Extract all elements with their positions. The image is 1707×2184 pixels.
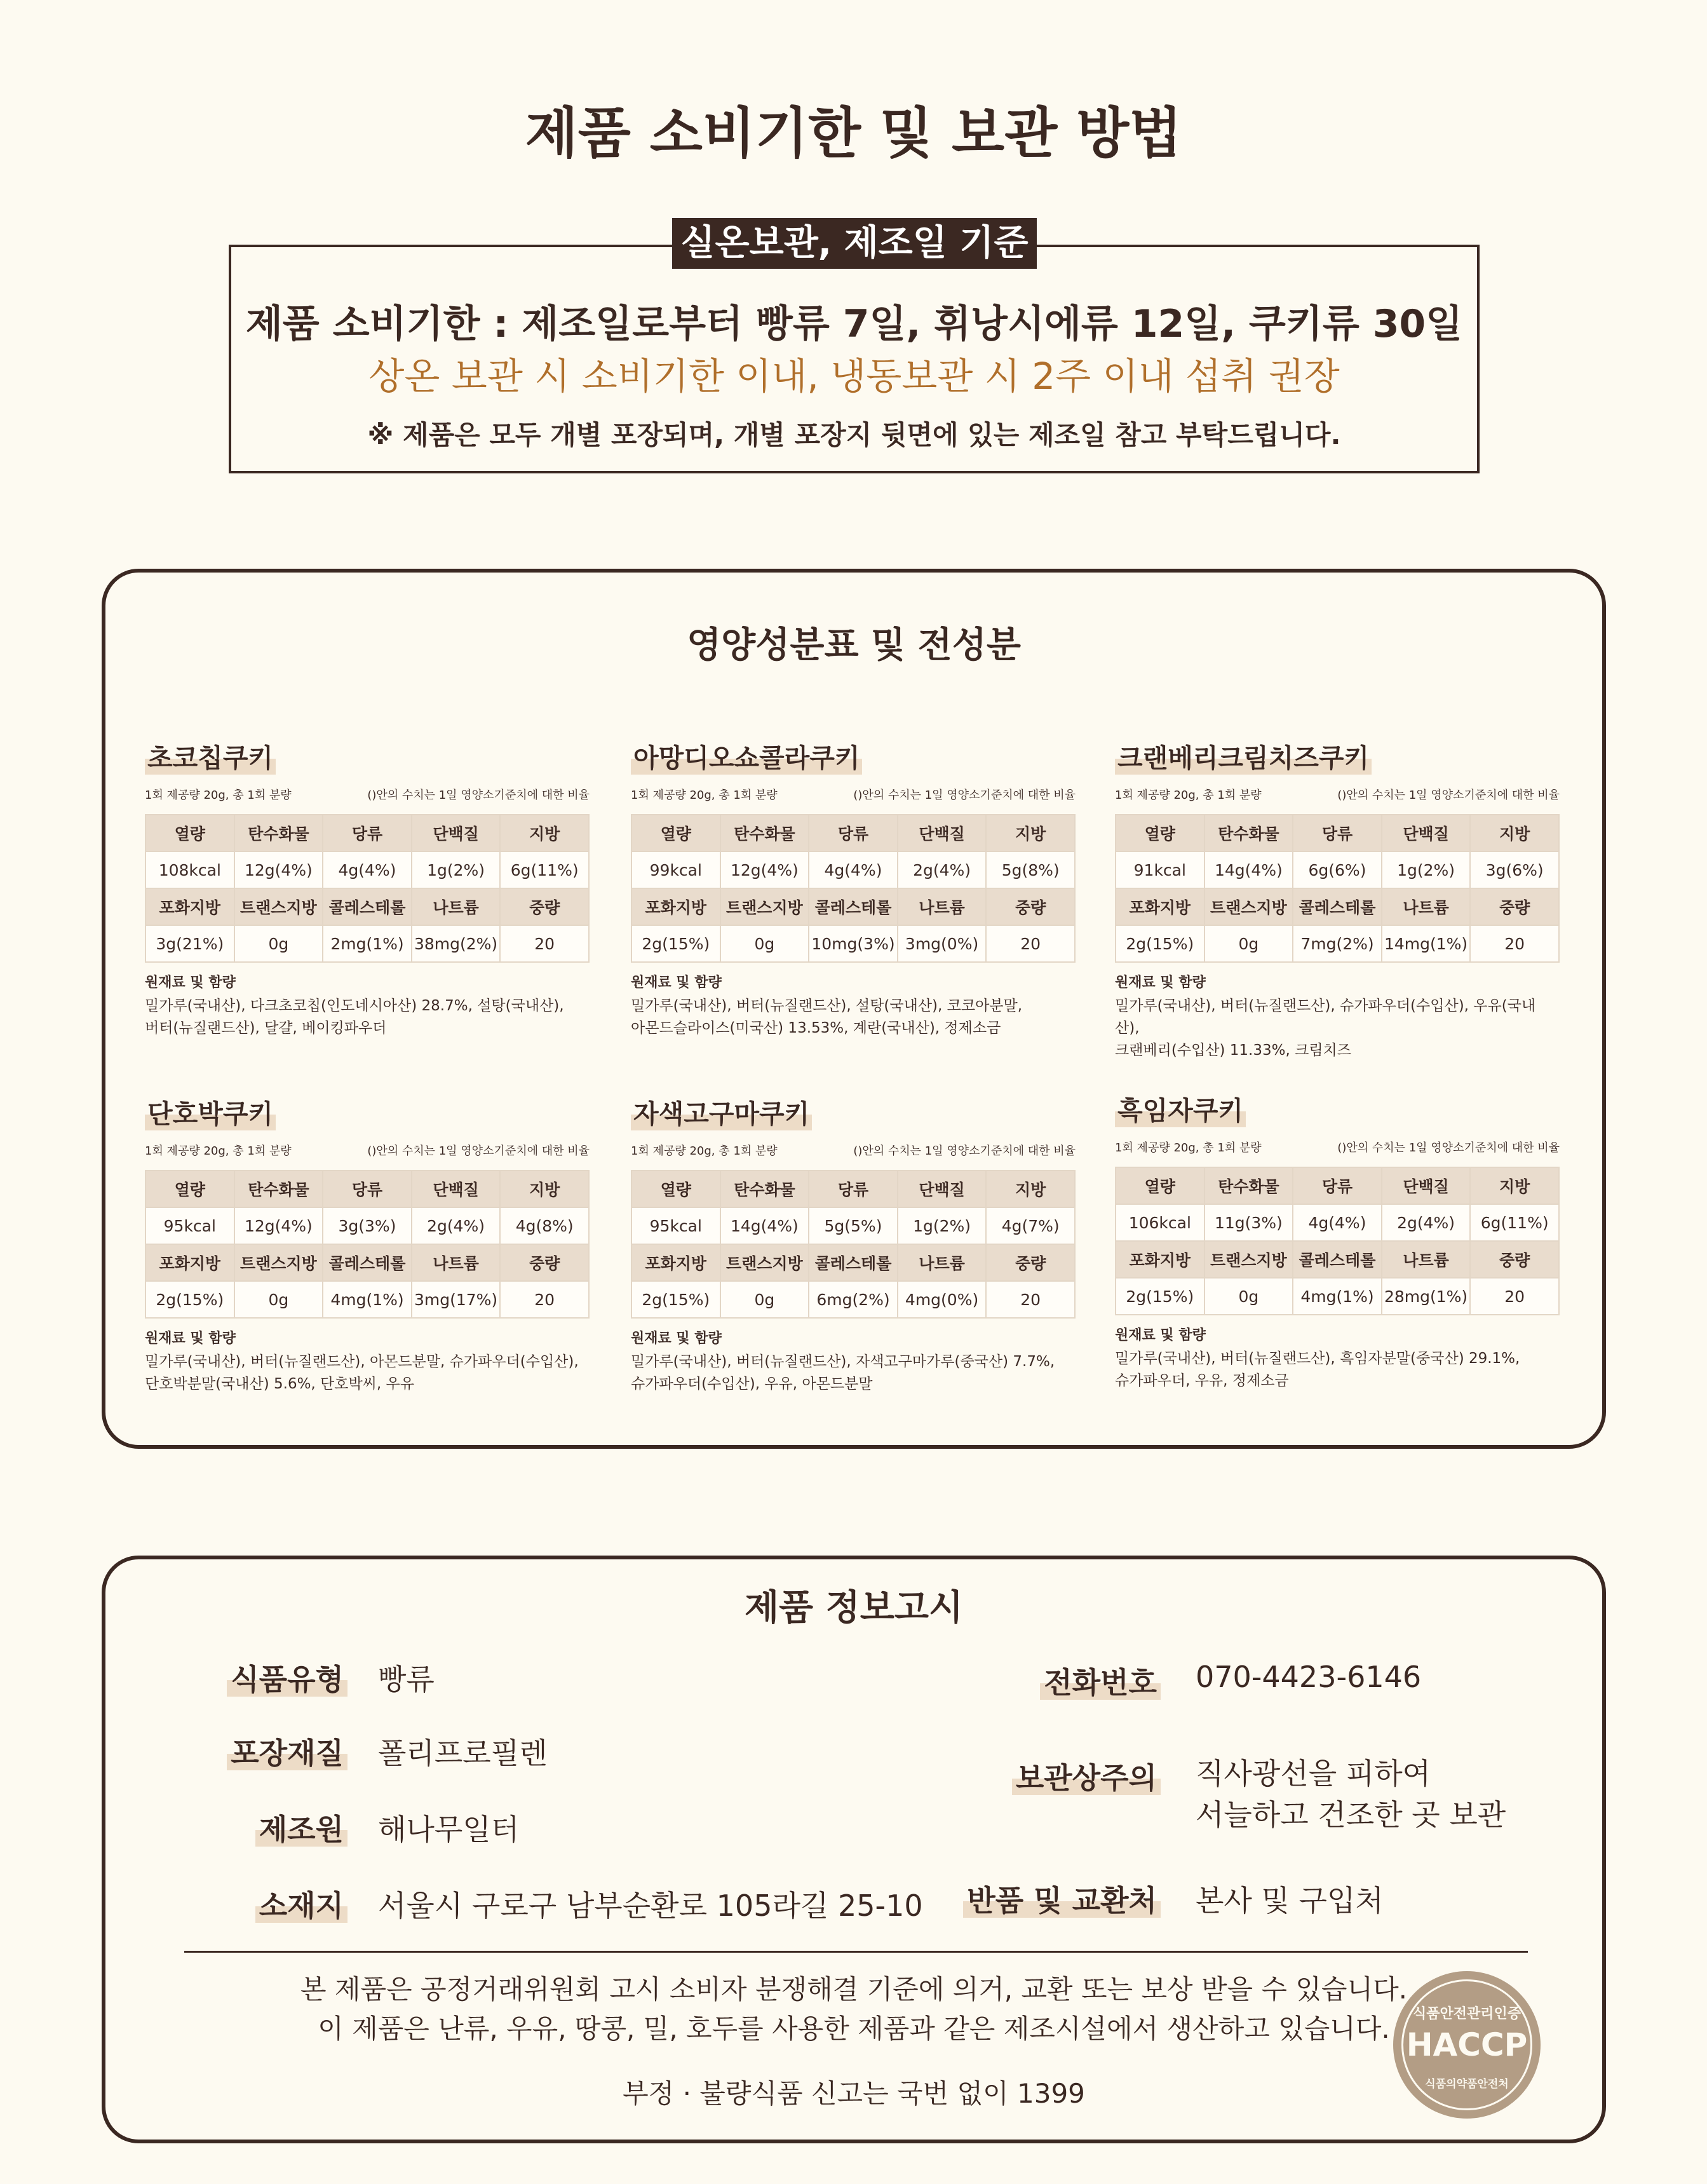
ingredients-line-1: 밀가루(국내산), 버터(뉴질랜드산), 자색고구마가루(중국산) 7.7%, (631, 1353, 1055, 1370)
table-header-cell: 단백질 (898, 1170, 987, 1207)
table-cell: 4g(4%) (1293, 1204, 1382, 1241)
ratio-note: ()안의 수치는 1일 영양소기준치에 대한 비율 (853, 1144, 1076, 1158)
table-header-cell: 트랜스지방 (1204, 1241, 1293, 1278)
table-cell: 4mg(1%) (323, 1281, 412, 1318)
ratio-note: ()안의 수치는 1일 영양소기준치에 대한 비율 (367, 789, 590, 802)
table-cell: 3g(21%) (145, 925, 234, 962)
table-cell: 2g(15%) (631, 925, 720, 962)
table-cell: 3g(3%) (323, 1207, 412, 1244)
packaging-label: 포장재질 (227, 1736, 347, 1770)
product-name: 자색고구마쿠키 (631, 1093, 812, 1130)
table-header-cell: 단백질 (1382, 815, 1471, 851)
table-row (145, 1207, 589, 1244)
product-card (145, 1093, 590, 1395)
table-cell: 1g(2%) (412, 851, 501, 888)
table-row (145, 851, 589, 888)
address-value: 서울시 구로구 남부순환로 105라길 25-10 (378, 1889, 923, 1923)
phone-label: 전화번호 (1040, 1665, 1161, 1700)
caution-value-line1: 직사광선을 피하여 (1196, 1756, 1431, 1791)
table-cell: 2g(4%) (898, 851, 987, 888)
product-name: 아망디오쇼콜라쿠키 (631, 737, 862, 775)
table-header-cell: 중량 (500, 888, 589, 925)
table-header-cell: 콜레스테롤 (809, 1244, 898, 1281)
table-cell: 2g(15%) (145, 1281, 234, 1318)
haccp-top-text: 식품안전관리인증 (1412, 2006, 1521, 2022)
allergen-notice: 이 제품은 난류, 우유, 땅콩, 밀, 호두를 사용한 제품과 같은 제조시설에서 생산하고 있습니다. (318, 2013, 1390, 2044)
table-cell: 2g(4%) (1382, 1204, 1471, 1241)
table-cell: 20 (1470, 1278, 1559, 1315)
table-cell: 38mg(2%) (412, 925, 501, 962)
table-row (1116, 1204, 1559, 1241)
table-cell: 91kcal (1116, 851, 1204, 888)
report-notice: 부정 · 불량식품 신고는 국번 없이 1399 (623, 2078, 1085, 2109)
serving-size: 1회 제공량 20g, 총 1회 분량 (1115, 789, 1262, 802)
return-label: 반품 및 교환처 (963, 1883, 1161, 1918)
table-cell: 2g(15%) (1116, 925, 1204, 962)
table-header-cell: 콜레스테롤 (1293, 888, 1382, 925)
table-header-cell: 중량 (1470, 888, 1559, 925)
table-header-cell: 나트륨 (898, 1244, 987, 1281)
table-header-cell: 탄수화물 (1204, 815, 1293, 851)
table-header-cell: 탄수화물 (234, 815, 323, 851)
table-header-row (145, 1244, 589, 1281)
table-cell: 95kcal (145, 1207, 234, 1244)
table-row (145, 1281, 589, 1318)
nutrition-table (1115, 1167, 1560, 1315)
ingredients-line-1: 밀가루(국내산), 버터(뉴질랜드산), 흑임자분말(중국산) 29.1%, (1115, 1350, 1520, 1367)
table-header-cell: 열량 (631, 1170, 720, 1207)
ingredients-title: 원재료 및 함량 (1115, 975, 1206, 991)
table-header-cell: 당류 (323, 1170, 412, 1207)
table-cell: 28mg(1%) (1382, 1278, 1471, 1315)
table-row (631, 1281, 1075, 1318)
ingredients-line-2: 슈가파우더, 우유, 정제소금 (1115, 1373, 1289, 1389)
nutrition-title: 영양성분표 및 전성분 (687, 625, 1021, 666)
table-row (631, 851, 1075, 888)
table-header-cell: 나트륨 (898, 888, 987, 925)
table-header-cell: 콜레스테롤 (323, 888, 412, 925)
table-header-cell: 단백질 (412, 1170, 501, 1207)
table-row (631, 925, 1075, 962)
ingredients-line-2: 크랜베리(수입산) 11.33%, 크림치즈 (1115, 1042, 1351, 1059)
storage-tag: 실온보관, 제조일 기준 (672, 218, 1037, 269)
table-cell: 1g(2%) (1382, 851, 1471, 888)
table-cell: 4g(4%) (323, 851, 412, 888)
serving-size: 1회 제공량 20g, 총 1회 분량 (145, 789, 292, 802)
table-cell: 14g(4%) (1204, 851, 1293, 888)
table-header-cell: 포화지방 (631, 888, 720, 925)
table-cell: 3mg(17%) (412, 1281, 501, 1318)
table-header-row (1116, 888, 1559, 925)
table-header-cell: 트랜스지방 (720, 1244, 809, 1281)
table-cell: 6g(6%) (1293, 851, 1382, 888)
table-row (631, 1207, 1075, 1244)
table-header-cell: 중량 (500, 1244, 589, 1281)
caution-label: 보관상주의 (1012, 1761, 1161, 1795)
table-header-row (631, 815, 1075, 851)
table-header-cell: 당류 (809, 1170, 898, 1207)
table-cell: 12g(4%) (720, 851, 809, 888)
table-cell: 5g(8%) (986, 851, 1075, 888)
nutrition-table (631, 1170, 1076, 1319)
nutrition-table (145, 814, 590, 963)
table-header-cell: 지방 (986, 815, 1075, 851)
table-header-cell: 트랜스지방 (234, 888, 323, 925)
table-cell: 20 (500, 1281, 589, 1318)
table-cell: 10mg(3%) (809, 925, 898, 962)
table-header-cell: 나트륨 (412, 888, 501, 925)
dispute-notice: 본 제품은 공정거래위원회 고시 소비자 분쟁해결 기준에 의거, 교환 또는 보상 받을 수 있습니다. (300, 1974, 1407, 2005)
table-cell: 20 (986, 1281, 1075, 1318)
table-header-cell: 탄수화물 (720, 1170, 809, 1207)
table-cell: 4g(7%) (986, 1207, 1075, 1244)
table-header-cell: 당류 (1293, 815, 1382, 851)
caution-value-line2: 서늘하고 건조한 곳 보관 (1196, 1798, 1506, 1832)
table-cell: 0g (720, 925, 809, 962)
ingredients-line-1: 밀가루(국내산), 다크초코칩(인도네시아산) 28.7%, 설탕(국내산), (145, 998, 564, 1014)
table-header-cell: 트랜스지방 (720, 888, 809, 925)
table-header-cell: 단백질 (412, 815, 501, 851)
table-header-cell: 포화지방 (145, 888, 234, 925)
ingredients-line-2: 아몬드슬라이스(미국산) 13.53%, 계란(국내산), 정제소금 (631, 1020, 1001, 1036)
table-cell: 6g(11%) (1470, 1204, 1559, 1241)
haccp-bottom-text: 식품의약품안전처 (1425, 2078, 1509, 2091)
table-header-row (1116, 1241, 1559, 1278)
table-cell: 0g (234, 925, 323, 962)
ingredients-title: 원재료 및 함량 (145, 975, 236, 991)
table-cell: 2mg(1%) (323, 925, 412, 962)
haccp-mark: HACCP (1406, 2026, 1528, 2063)
info-title: 제품 정보고시 (744, 1587, 964, 1629)
table-header-cell: 포화지방 (1116, 1241, 1204, 1278)
table-header-row (1116, 1167, 1559, 1204)
table-header-cell: 단백질 (898, 815, 987, 851)
ingredients-line-2: 버터(뉴질랜드산), 달걀, 베이킹파우더 (145, 1020, 387, 1036)
product-card (631, 737, 1076, 1040)
haccp-badge-ring (1401, 1979, 1532, 2110)
table-cell: 6mg(2%) (809, 1281, 898, 1318)
ratio-note: ()안의 수치는 1일 영양소기준치에 대한 비율 (1337, 789, 1560, 802)
table-row (1116, 925, 1559, 962)
ingredients-line-2: 슈가파우더(수입산), 우유, 아몬드분말 (631, 1376, 873, 1392)
phone-value: 070-4423-6146 (1196, 1660, 1422, 1694)
product-name: 단호박쿠키 (145, 1093, 276, 1130)
table-cell: 0g (720, 1281, 809, 1318)
table-cell: 20 (986, 925, 1075, 962)
table-header-cell: 트랜스지방 (1204, 888, 1293, 925)
table-header-cell: 지방 (500, 815, 589, 851)
table-cell: 20 (1470, 925, 1559, 962)
product-info-panel (102, 1556, 1606, 2143)
table-header-cell: 탄수화물 (1204, 1167, 1293, 1204)
serving-size: 1회 제공량 20g, 총 1회 분량 (1115, 1141, 1262, 1155)
table-header-row (145, 1170, 589, 1207)
table-cell: 5g(5%) (809, 1207, 898, 1244)
table-cell: 12g(4%) (234, 1207, 323, 1244)
table-cell: 14g(4%) (720, 1207, 809, 1244)
table-header-cell: 중량 (1470, 1241, 1559, 1278)
table-cell: 0g (1204, 1278, 1293, 1315)
table-header-cell: 포화지방 (1116, 888, 1204, 925)
storage-recommendation: 상온 보관 시 소비기한 이내, 냉동보관 시 2주 이내 섭취 권장 (368, 355, 1340, 398)
ratio-note: ()안의 수치는 1일 영양소기준치에 대한 비율 (853, 789, 1076, 802)
table-cell: 6g(11%) (500, 851, 589, 888)
table-header-row (145, 815, 589, 851)
table-header-cell: 나트륨 (1382, 888, 1471, 925)
address-label: 소재지 (255, 1889, 347, 1923)
ingredients-line-1: 밀가루(국내산), 버터(뉴질랜드산), 아몬드분말, 슈가파우더(수입산), (145, 1353, 579, 1370)
table-header-cell: 지방 (500, 1170, 589, 1207)
product-card (145, 737, 590, 1040)
table-header-cell: 당류 (1293, 1167, 1382, 1204)
table-cell: 2g(4%) (412, 1207, 501, 1244)
nutrition-table (631, 814, 1076, 963)
ingredients-line-1: 밀가루(국내산), 버터(뉴질랜드산), 설탕(국내산), 코코아분말, (631, 998, 1023, 1014)
table-cell: 99kcal (631, 851, 720, 888)
serving-size: 1회 제공량 20g, 총 1회 분량 (631, 789, 778, 802)
table-cell: 4g(8%) (500, 1207, 589, 1244)
table-header-cell: 콜레스테롤 (323, 1244, 412, 1281)
table-cell: 0g (234, 1281, 323, 1318)
page-title: 제품 소비기한 및 보관 방법 (525, 102, 1182, 165)
table-header-cell: 열량 (631, 815, 720, 851)
table-header-cell: 지방 (1470, 815, 1559, 851)
shelf-life-text: 제품 소비기한 : 제조일로부터 빵류 7일, 휘낭시에류 12일, 쿠키류 30일 (245, 302, 1463, 346)
table-header-cell: 트랜스지방 (234, 1244, 323, 1281)
table-header-cell: 열량 (145, 815, 234, 851)
nutrition-table (1115, 814, 1560, 963)
product-card (1115, 737, 1560, 1062)
packaging-note: ※ 제품은 모두 개별 포장되며, 개별 포장지 뒷면에 있는 제조일 참고 부탁드립니다. (367, 419, 1341, 451)
table-row (145, 925, 589, 962)
table-cell: 2g(15%) (1116, 1278, 1204, 1315)
table-cell: 4mg(1%) (1293, 1278, 1382, 1315)
table-cell: 0g (1204, 925, 1293, 962)
table-header-cell: 열량 (145, 1170, 234, 1207)
table-header-cell: 나트륨 (1382, 1241, 1471, 1278)
table-header-cell: 포화지방 (145, 1244, 234, 1281)
table-header-cell: 탄수화물 (234, 1170, 323, 1207)
table-cell: 20 (500, 925, 589, 962)
table-header-row (631, 1244, 1075, 1281)
table-header-cell: 열량 (1116, 1167, 1204, 1204)
table-header-cell: 당류 (809, 815, 898, 851)
table-header-cell: 콜레스테롤 (809, 888, 898, 925)
serving-size: 1회 제공량 20g, 총 1회 분량 (145, 1144, 292, 1158)
table-cell: 14mg(1%) (1382, 925, 1471, 962)
table-header-cell: 지방 (1470, 1167, 1559, 1204)
table-header-cell: 나트륨 (412, 1244, 501, 1281)
table-cell: 2g(15%) (631, 1281, 720, 1318)
ingredients-title: 원재료 및 함량 (631, 1331, 722, 1346)
maker-label: 제조원 (255, 1812, 347, 1847)
table-header-cell: 지방 (986, 1170, 1075, 1207)
ratio-note: ()안의 수치는 1일 영양소기준치에 대한 비율 (367, 1144, 590, 1158)
table-cell: 4mg(0%) (898, 1281, 987, 1318)
table-cell: 3mg(0%) (898, 925, 987, 962)
table-header-cell: 중량 (986, 1244, 1075, 1281)
maker-value: 해나무일터 (378, 1812, 520, 1847)
table-cell: 3g(6%) (1470, 851, 1559, 888)
product-name: 초코칩쿠키 (145, 737, 276, 775)
return-value: 본사 및 구입처 (1196, 1883, 1384, 1918)
product-card (631, 1093, 1076, 1395)
food-type-value: 빵류 (378, 1662, 435, 1697)
product-name: 크랜베리크림치즈쿠키 (1115, 737, 1372, 775)
ingredients-title: 원재료 및 함량 (145, 1331, 236, 1346)
table-cell: 106kcal (1116, 1204, 1204, 1241)
ingredients-title: 원재료 및 함량 (1115, 1327, 1206, 1343)
table-header-row (1116, 815, 1559, 851)
table-header-row (631, 888, 1075, 925)
table-header-cell: 열량 (1116, 815, 1204, 851)
product-name: 흑임자쿠키 (1115, 1090, 1246, 1127)
table-cell: 7mg(2%) (1293, 925, 1382, 962)
table-cell: 108kcal (145, 851, 234, 888)
table-cell: 11g(3%) (1204, 1204, 1293, 1241)
table-header-cell: 중량 (986, 888, 1075, 925)
table-cell: 4g(4%) (809, 851, 898, 888)
ingredients-line-2: 단호박분말(국내산) 5.6%, 단호박씨, 우유 (145, 1376, 414, 1392)
ingredients-line-1: 밀가루(국내산), 버터(뉴질랜드산), 슈가파우더(수입산), 우유(국내산), (1115, 998, 1536, 1036)
product-card (1115, 1090, 1560, 1392)
table-row (1116, 1278, 1559, 1315)
table-cell: 1g(2%) (898, 1207, 987, 1244)
table-header-row (145, 888, 589, 925)
table-cell: 95kcal (631, 1207, 720, 1244)
ratio-note: ()안의 수치는 1일 영양소기준치에 대한 비율 (1337, 1141, 1560, 1155)
table-cell: 12g(4%) (234, 851, 323, 888)
table-row (1116, 851, 1559, 888)
table-header-cell: 탄수화물 (720, 815, 809, 851)
table-header-cell: 포화지방 (631, 1244, 720, 1281)
table-header-row (631, 1170, 1075, 1207)
table-header-cell: 단백질 (1382, 1167, 1471, 1204)
table-header-cell: 당류 (323, 815, 412, 851)
divider (184, 1951, 1528, 1953)
nutrition-table (145, 1170, 590, 1319)
ingredients-title: 원재료 및 함량 (631, 975, 722, 991)
food-type-label: 식품유형 (227, 1662, 347, 1697)
serving-size: 1회 제공량 20g, 총 1회 분량 (631, 1144, 778, 1158)
table-header-cell: 콜레스테롤 (1293, 1241, 1382, 1278)
packaging-value: 폴리프로필렌 (378, 1736, 548, 1770)
